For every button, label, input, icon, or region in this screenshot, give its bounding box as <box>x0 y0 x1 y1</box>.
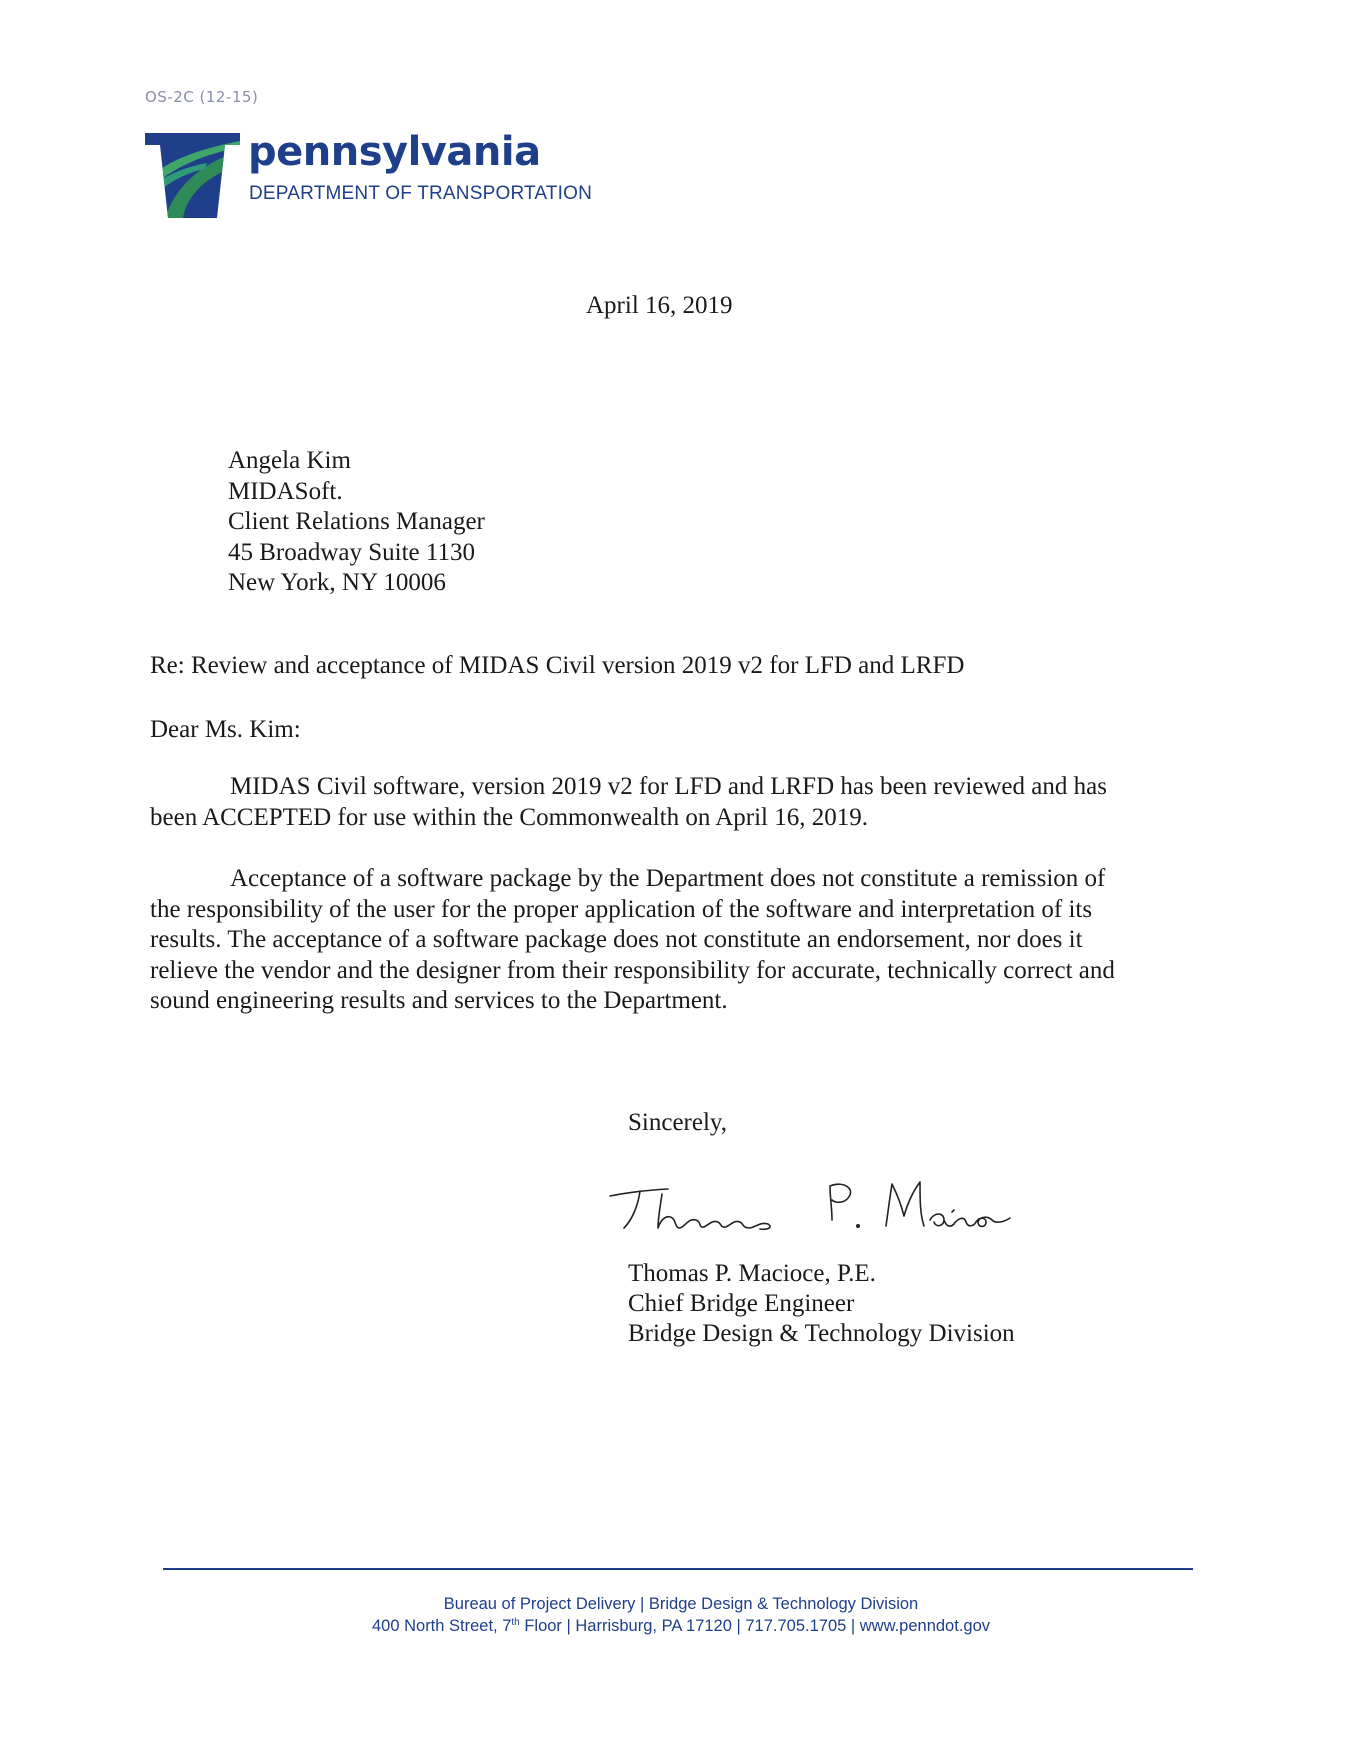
keystone-icon <box>145 133 240 218</box>
subject-line: Re: Review and acceptance of MIDAS Civil version 2019 v2 for LFD and LRFD <box>150 652 965 679</box>
paragraph-disclaimer <box>150 864 1190 1017</box>
paragraph-line: been ACCEPTED for use within the Commonwealth on April 16, 2019. <box>150 803 868 831</box>
recipient-street: 45 Broadway Suite 1130 <box>228 538 475 566</box>
footer-ordinal: th <box>511 1617 520 1628</box>
footer-contact: Floor | Harrisburg, PA 17120 | 717.705.1705 | www.penndot.gov <box>519 1617 991 1635</box>
salutation: Dear Ms. Kim: <box>150 716 301 743</box>
recipient-city: New York, NY 10006 <box>228 569 446 596</box>
recipient-name: Angela Kim <box>228 447 351 474</box>
footer-line-1: Bureau of Project Delivery | Bridge Design & Technology Division <box>443 1595 919 1613</box>
closing: Sincerely, <box>628 1109 728 1136</box>
paragraph-line: results. The acceptance of a software package does not constitute an endorsement, nor does it <box>150 926 1083 953</box>
paragraph-acceptance <box>150 772 1190 833</box>
paragraph-line: sound engineering results and services to the Department. <box>150 987 728 1014</box>
footer-address: 400 North Street, 7 <box>371 1617 512 1635</box>
recipient-company: MIDASoft. <box>228 477 343 505</box>
logo-wordmark: pennsylvania <box>248 129 541 175</box>
logo-department: DEPARTMENT OF TRANSPORTATION <box>249 183 593 204</box>
signer-name: Thomas P. Macioce, P.E. <box>628 1260 876 1287</box>
signer-division: Bridge Design & Technology Division <box>628 1320 1015 1347</box>
footer-divider <box>163 1568 1193 1570</box>
recipient-title: Client Relations Manager <box>228 508 485 535</box>
paragraph-line: relieve the vendor and the designer from their responsibility for accurate, technically correct and <box>150 956 1115 984</box>
paragraph-line: Acceptance of a software package by the Department does not constitute a remission of <box>230 865 1106 892</box>
signer-block <box>628 1259 1015 1349</box>
letter-date: April 16, 2019 <box>586 292 733 319</box>
footer <box>0 1593 1362 1637</box>
paragraph-line: MIDAS Civil software, version 2019 v2 for LFD and LRFD has been reviewed and has <box>230 773 1107 800</box>
footer-line-2 <box>0 1615 1362 1637</box>
paragraph-line: the responsibility of the user for the proper application of the software and interpretation of its <box>150 895 1093 923</box>
handwritten-signature <box>600 1172 1020 1242</box>
form-code: OS-2C (12-15) <box>145 88 259 106</box>
recipient-address <box>228 446 485 599</box>
signer-title: Chief Bridge Engineer <box>628 1290 855 1317</box>
